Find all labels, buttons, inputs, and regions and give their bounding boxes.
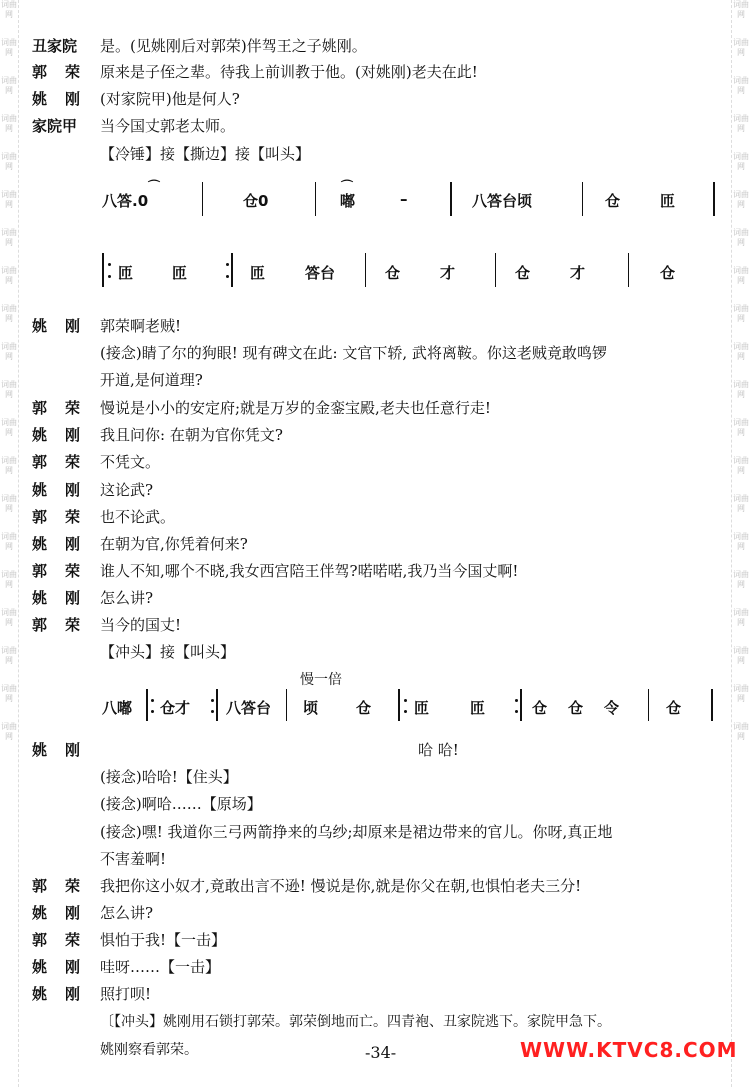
speaker: 姚刚 [32,985,99,1003]
score-beat: 仓 [605,192,621,210]
line-text: 惧怕于我!【一击】 [100,931,227,949]
score-beat: 仓 [660,264,676,282]
speaker: 姚刚 [32,317,99,335]
line-text: 姚刚察看郭荣。 [100,1042,198,1058]
line-text: 谁人不知,哪个不晓,我女西宫陪王伴驾?喏喏喏,我乃当今国丈啊! [100,562,519,580]
score-beat: 仓才 [160,699,191,717]
speaker: 姚刚 [32,90,99,108]
score-beat: 令 [604,699,620,717]
line-text: (接念)睛了尔的狗眼! 现有碑文在此: 文官下轿, 武将离鞍。你这老贼竟敢鸣锣 [100,344,607,362]
line-text: 【冲头】接【叫头】 [100,643,236,661]
score-beat: 仓 [568,699,584,717]
line-text: (接念)嘿! 我道你三弓两箭挣来的乌纱;却原来是裙边带来的官儿。你呀,真正地 [100,823,613,841]
left-margin-watermark: 词曲网 词曲网 词曲网 词曲网 词曲网 词曲网 词曲网 词曲网 词曲网 词曲网 词曲网 词曲网 词曲网 词曲网 词曲网 词曲网 词曲网 词曲网 词曲网 词曲网 [0,0,19,1087]
line-text: 也不论武。 [100,508,176,526]
speaker: 家院甲 [32,117,78,135]
score-beat: 匝 [172,264,188,282]
line-text: 当今的国丈! [100,616,182,634]
speaker: 郭荣 [32,399,99,417]
score-beat: 八答台 [226,699,272,717]
score-beat: 嘟 [340,192,356,210]
site-url: WWW.KTVC8.COM [520,1038,738,1062]
score-beat: 匝 [660,192,676,210]
speaker: 姚刚 [32,958,99,976]
score-beat: 才 [440,264,456,282]
line-text: (接念)哈哈!【住头】 [100,768,238,786]
score-beat: 仓 [532,699,548,717]
line-text: 是。(见姚刚后对郭荣)伴驾王之子姚刚。 [100,37,367,55]
score-beat: 八答.0 [102,192,149,210]
line-text: 这论武? [100,481,154,499]
line-text: 我且问你: 在朝为官你凭文? [100,426,283,444]
line-text: (对家院甲)他是何人? [100,90,240,108]
speaker: 郭荣 [32,616,99,634]
line-text: 我把你这小奴才,竟敢出言不逊! 慢说是你,就是你父在朝,也惧怕老夫三分! [100,877,582,895]
score-beat: 匝 [250,264,266,282]
score-beat: 仓 [666,699,682,717]
speaker: 姚刚 [32,535,99,553]
line-text: 怎么讲? [100,904,154,922]
line-text: 照打呗! [100,985,152,1003]
score-beat: 仓0 [243,192,269,210]
speaker: 郭荣 [32,877,99,895]
speaker: 姚刚 [32,589,99,607]
speaker: 姚刚 [32,481,99,499]
speaker: 郭荣 [32,63,99,81]
line-text: 在朝为官,你凭着何来? [100,535,248,553]
line-text: 开道,是何道理? [100,371,203,389]
score-beat: 答台 [305,264,336,282]
line-text: 慢说是小小的安定府;就是万岁的金銮宝殿,老夫也任意行走! [100,399,491,417]
page-number: -34- [365,1043,397,1062]
score-beat: 仓 [385,264,401,282]
score-beat: 匝 [470,699,486,717]
score-beat: 匝 [414,699,430,717]
speaker: 姚刚 [32,904,99,922]
score-beat: 仓 [356,699,372,717]
speaker: 郭荣 [32,453,99,471]
speaker: 丑家院 [32,37,78,55]
line-text: 郭荣啊老贼! [100,317,182,335]
line-text: (接念)啊哈……【原场】 [100,795,262,813]
score-beat: 八答台顷 [472,192,533,210]
line-text: 当今国丈郭老太师。 [100,117,236,135]
tempo-note: 慢一倍 [300,672,342,688]
speaker: 郭荣 [32,508,99,526]
line-text: 不害羞啊! [100,850,167,868]
speaker: 姚刚 [32,741,99,759]
line-text: 哈 哈! [418,741,459,759]
line-text: 原来是子侄之辈。待我上前训教于他。(对姚刚)老夫在此! [100,63,478,81]
line-text: 不凭文。 [100,453,161,471]
line-text: 哇呀……【一击】 [100,958,221,976]
line-text: 〔【冲头】姚刚用石锁打郭荣。郭荣倒地而亡。四青袍、丑家院逃下。家院甲急下。 [100,1014,611,1030]
score-beat: 才 [570,264,586,282]
line-text: 怎么讲? [100,589,154,607]
right-margin-watermark: 词曲网 词曲网 词曲网 词曲网 词曲网 词曲网 词曲网 词曲网 词曲网 词曲网 词曲网 词曲网 词曲网 词曲网 词曲网 词曲网 词曲网 词曲网 词曲网 词曲网 [731,0,750,1087]
line-text: 【冷锤】接【撕边】接【叫头】 [100,145,311,163]
score-beat: – [400,190,408,208]
speaker: 郭荣 [32,931,99,949]
speaker: 姚刚 [32,426,99,444]
score-beat: 八嘟 [102,699,133,717]
score-beat: 仓 [515,264,531,282]
score-beat: 匝 [118,264,134,282]
speaker: 郭荣 [32,562,99,580]
score-beat: 顷 [303,699,319,717]
